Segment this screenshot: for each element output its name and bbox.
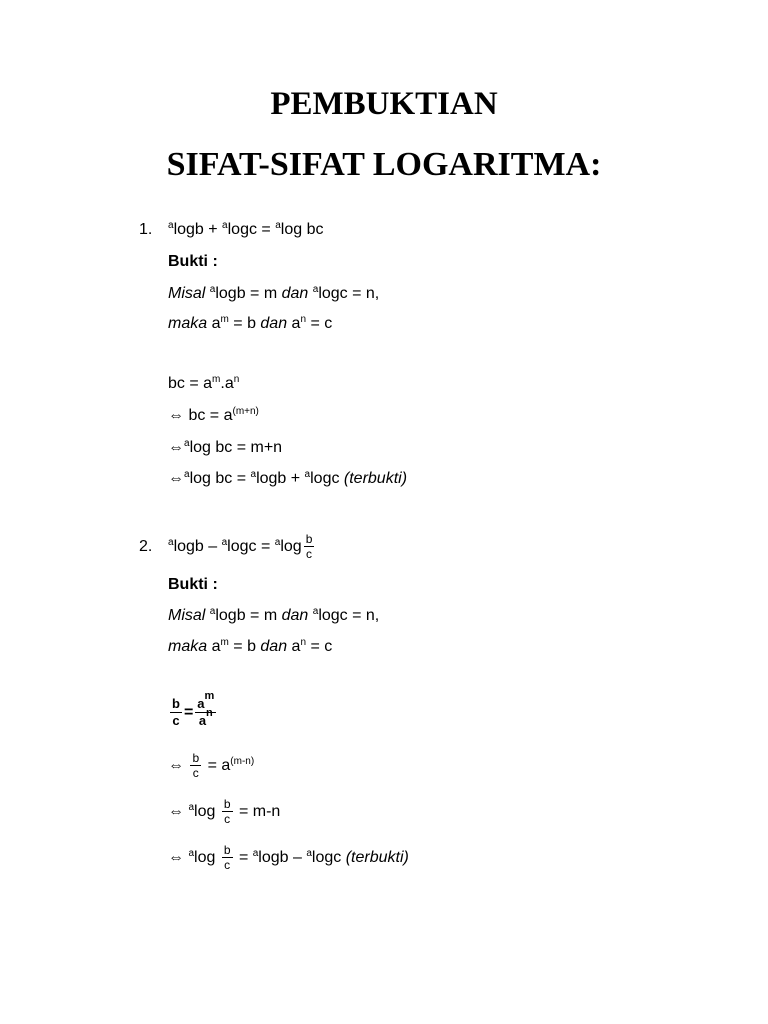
base: a	[306, 848, 312, 859]
base: a	[222, 220, 228, 231]
text: = b	[228, 638, 261, 655]
text: logc	[310, 470, 344, 487]
item-1-statement	[168, 220, 323, 240]
equals-sign: =	[183, 704, 194, 721]
item-2-proof-label: Bukti :	[168, 576, 218, 593]
text: logb +	[173, 221, 223, 238]
fraction-b-over-c	[170, 696, 182, 729]
base: a	[184, 438, 190, 449]
text: a	[287, 315, 301, 332]
item-2-statement	[168, 522, 316, 572]
text: bc = a	[168, 375, 213, 392]
item-1-proof-label: Bukti :	[168, 253, 218, 270]
dan-word: dan	[281, 607, 313, 624]
iff-symbol: ⇔	[168, 470, 184, 487]
text: a	[211, 315, 221, 332]
item-1-assumption	[168, 284, 379, 304]
base: a	[168, 220, 174, 231]
denominator: c	[222, 857, 233, 872]
page-title-line-1: PEMBUKTIAN	[270, 86, 498, 122]
maka-word: maka	[168, 315, 212, 332]
dan-word: dan	[260, 638, 288, 655]
iff-symbol: ⇔	[168, 439, 184, 456]
base: a	[304, 469, 311, 480]
text: bc = a	[184, 407, 233, 424]
iff-symbol: ⇔	[168, 803, 184, 820]
misal-word: Misal	[168, 285, 210, 302]
denominator: c	[170, 712, 182, 729]
denominator: c	[222, 811, 233, 826]
exponent: (m-n)	[230, 756, 255, 767]
text: logc = n,	[318, 607, 380, 624]
base: a	[188, 802, 195, 813]
text: logc	[311, 849, 346, 866]
base: a	[312, 284, 319, 295]
denominator: c	[304, 546, 315, 561]
item-2-number: 2.	[139, 538, 153, 555]
item-1-step-2	[168, 406, 259, 426]
base: a	[197, 696, 205, 712]
item-1-step-4	[168, 469, 407, 489]
iff-symbol: ⇔	[168, 407, 184, 424]
base: a	[168, 537, 174, 548]
fraction-am-over-an	[195, 690, 216, 729]
fraction	[222, 843, 233, 872]
base: a	[198, 713, 207, 729]
item-1-number: 1.	[139, 221, 153, 238]
exponent: n	[300, 637, 307, 648]
numerator: b	[172, 696, 180, 712]
text: log bc	[280, 221, 324, 238]
numerator: b	[192, 751, 200, 766]
text: = c	[306, 315, 333, 332]
item-1-step-3	[168, 438, 282, 458]
text: = m-n	[234, 803, 281, 820]
page-title-line-2: SIFAT-SIFAT LOGARITMA:	[166, 146, 602, 183]
text: logb = m	[215, 285, 282, 302]
dan-word: dan	[260, 315, 288, 332]
item-2-step-2	[168, 746, 254, 786]
text: logc = n,	[318, 285, 380, 302]
item-2-then	[168, 637, 332, 657]
fraction	[304, 532, 315, 561]
text: =	[234, 849, 253, 866]
base: a	[209, 606, 216, 617]
maka-word: maka	[168, 638, 212, 655]
proven-note: (terbukti)	[345, 849, 409, 866]
text: = a	[203, 757, 231, 774]
text: logb –	[258, 849, 307, 866]
base: a	[275, 220, 281, 231]
base: a	[250, 469, 257, 480]
fraction	[190, 751, 201, 780]
fraction	[222, 797, 233, 826]
text: = b	[228, 315, 261, 332]
item-2-step-3	[168, 792, 280, 832]
base: a	[209, 284, 216, 295]
base: a	[274, 537, 281, 548]
base: a	[188, 848, 195, 859]
item-2-assumption	[168, 606, 379, 626]
text: logb –	[173, 538, 222, 555]
dan-word: dan	[281, 285, 313, 302]
text: = c	[306, 638, 333, 655]
exponent: n	[206, 707, 213, 720]
denominator: c	[190, 765, 201, 780]
text: log	[280, 538, 302, 555]
exponent: m	[204, 690, 215, 703]
text: .a	[220, 375, 234, 392]
exponent: m	[212, 374, 221, 385]
iff-symbol: ⇔	[168, 757, 184, 774]
exponent: m	[220, 637, 229, 648]
base: a	[252, 848, 259, 859]
item-1-then	[168, 314, 332, 334]
text: a	[287, 638, 301, 655]
proven-note: (terbukti)	[343, 470, 408, 487]
numerator: b	[305, 532, 313, 547]
numerator: b	[223, 843, 231, 858]
text: logb +	[256, 470, 305, 487]
base: a	[184, 469, 190, 480]
text: a	[211, 638, 221, 655]
exponent: m	[220, 314, 229, 325]
text: logb = m	[215, 607, 282, 624]
text: log	[194, 803, 220, 820]
text: logc =	[227, 538, 275, 555]
text: logc =	[227, 221, 276, 238]
text: log	[194, 849, 220, 866]
misal-word: Misal	[168, 607, 210, 624]
numerator: b	[223, 797, 231, 812]
denominator	[195, 707, 216, 729]
iff-symbol: ⇔	[168, 849, 184, 866]
exponent: n	[300, 314, 307, 325]
item-2-step-4	[168, 838, 409, 878]
item-1-step-1	[168, 374, 239, 394]
text: log bc =	[189, 470, 251, 487]
item-2-step-1	[168, 690, 218, 736]
base: a	[221, 537, 228, 548]
exponent: (m+n)	[232, 406, 259, 417]
exponent: n	[233, 374, 240, 385]
base: a	[312, 606, 319, 617]
text: log bc = m+n	[189, 439, 283, 456]
